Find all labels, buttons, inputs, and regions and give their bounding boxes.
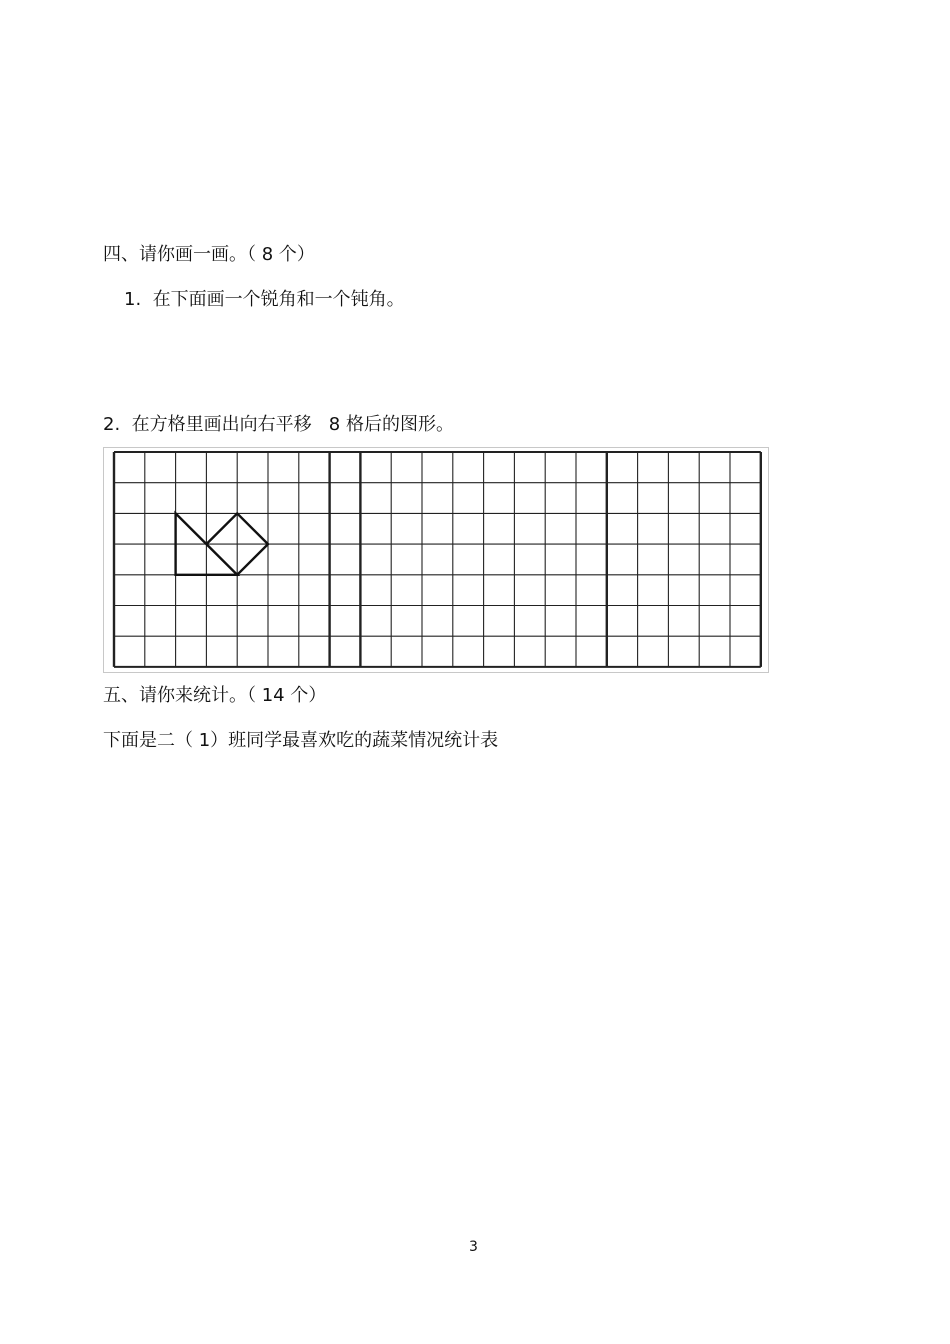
page-number: 3: [469, 1239, 478, 1255]
question-2-text: 2. 在方格里画出向右平移 8 格后的图形。: [103, 414, 454, 435]
section-5-heading: 五、请你来统计。（ 14 个）: [103, 685, 327, 706]
statistics-table-caption: 下面是二（ 1）班同学最喜欢吃的蔬菜情况统计表: [103, 730, 499, 751]
section-4-heading: 四、请你画一画。（ 8 个）: [103, 244, 315, 265]
question-1-text: 1. 在下面画一个锐角和一个钝角。: [124, 289, 405, 310]
grid-drawing: [104, 448, 768, 672]
translation-grid: [103, 447, 769, 673]
